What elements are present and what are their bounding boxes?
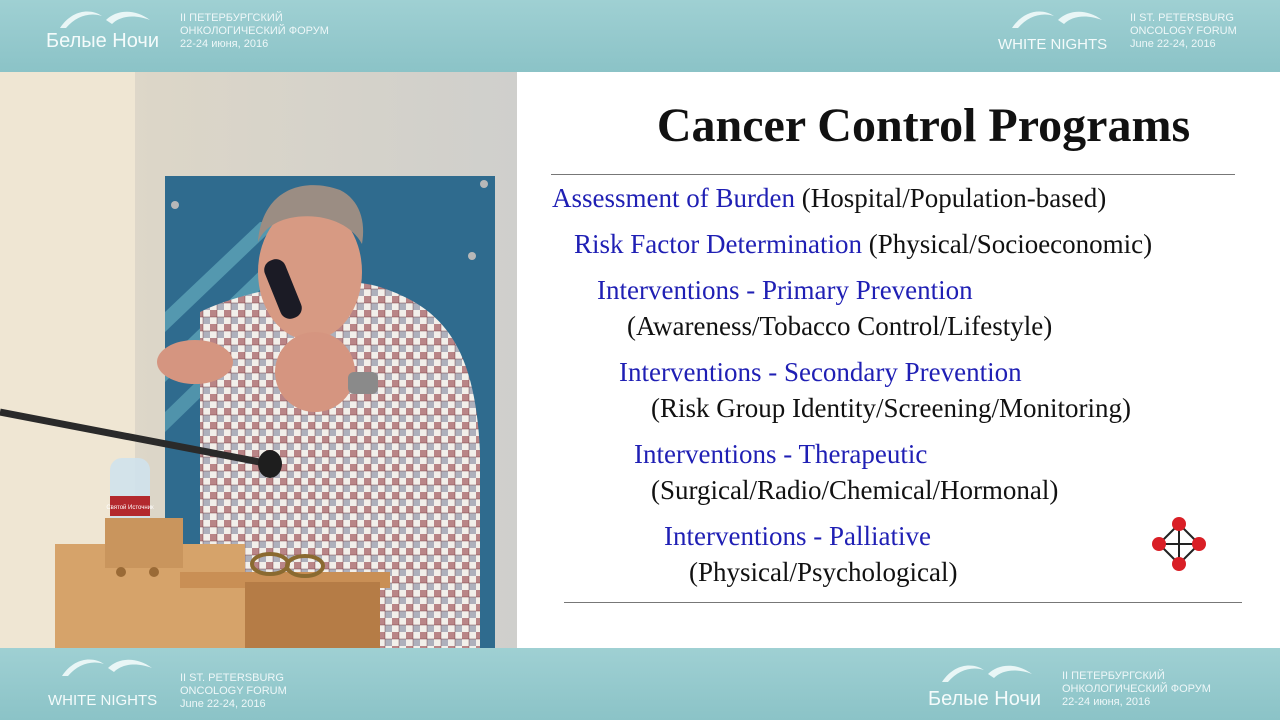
- network-logo-icon: [1149, 516, 1209, 576]
- slide-item-topic: Interventions - Palliative: [664, 521, 931, 551]
- slide-item-detail: (Surgical/Radio/Chemical/Hormonal): [651, 475, 1059, 505]
- slide-item: [574, 228, 1152, 260]
- white-nights-logo-icon: [998, 6, 1108, 32]
- slide-item: [651, 392, 1131, 424]
- title-rule: [551, 174, 1235, 175]
- forum-line: II ST. PETERSBURG: [180, 672, 284, 684]
- forum-line: II ПЕТЕРБУРГСКИЙ: [180, 12, 283, 24]
- forum-line: June 22-24, 2016: [1130, 38, 1216, 50]
- logo-text: WHITE NIGHTS: [998, 36, 1108, 53]
- forum-info: [180, 672, 287, 711]
- slide-item: [651, 474, 1058, 506]
- slide-item-topic: Risk Factor Determination: [574, 229, 862, 259]
- forum-info: [1062, 670, 1211, 709]
- slide-item: [689, 556, 957, 588]
- speaker-scene: [0, 72, 517, 648]
- slide-title: Cancer Control Programs: [656, 99, 1191, 152]
- slide-item: [619, 356, 1022, 388]
- slide-item-detail: (Risk Group Identity/Screening/Monitoring): [651, 393, 1131, 423]
- forum-info: [1130, 12, 1237, 51]
- presentation-slide: [517, 72, 1280, 648]
- forum-line: ОНКОЛОГИЧЕСКИЙ ФОРУМ: [1062, 683, 1211, 695]
- slide-item-topic: Assessment of Burden: [552, 183, 795, 213]
- slide-item-detail: (Awareness/Tobacco Control/Lifestyle): [627, 311, 1053, 341]
- slide-item-topic: Interventions - Secondary Prevention: [619, 357, 1022, 387]
- slide-item-topic: Interventions - Primary Prevention: [597, 275, 973, 305]
- forum-line: 22-24 июня, 2016: [1062, 696, 1151, 708]
- slide-item: [552, 182, 1106, 214]
- slide-item-detail: (Physical/Socioeconomic): [868, 229, 1153, 259]
- slide-item: [664, 520, 931, 552]
- slide-item: [634, 438, 927, 470]
- header-band: [0, 0, 1280, 72]
- logo-text: Белые Ночи: [46, 30, 160, 52]
- bottle-label: Святой Источник: [106, 505, 154, 511]
- logo-text: Белые Ночи: [928, 688, 1042, 710]
- forum-line: II ПЕТЕРБУРГСКИЙ: [1062, 670, 1165, 682]
- forum-line: June 22-24, 2016: [180, 698, 266, 710]
- slide-item-detail: (Physical/Psychological): [689, 557, 958, 587]
- forum-line: 22-24 июня, 2016: [180, 38, 269, 50]
- forum-info: [180, 12, 329, 51]
- bottom-rule: [564, 602, 1242, 603]
- slide-item-detail: (Hospital/Population-based): [801, 183, 1107, 213]
- slide-item-topic: Interventions - Therapeutic: [634, 439, 928, 469]
- forum-line: ONCOLOGY FORUM: [180, 685, 287, 697]
- white-nights-logo-icon: [46, 6, 156, 32]
- forum-line: ONCOLOGY FORUM: [1130, 25, 1237, 37]
- footer-band: [0, 648, 1280, 720]
- slide-item: [597, 274, 973, 306]
- white-nights-logo-icon: [928, 660, 1038, 686]
- forum-line: ОНКОЛОГИЧЕСКИЙ ФОРУМ: [180, 25, 329, 37]
- forum-line: II ST. PETERSBURG: [1130, 12, 1234, 24]
- logo-text: WHITE NIGHTS: [48, 692, 158, 709]
- slide-item: [627, 310, 1052, 342]
- speaker-video: [0, 72, 517, 648]
- white-nights-logo-icon: [48, 654, 158, 680]
